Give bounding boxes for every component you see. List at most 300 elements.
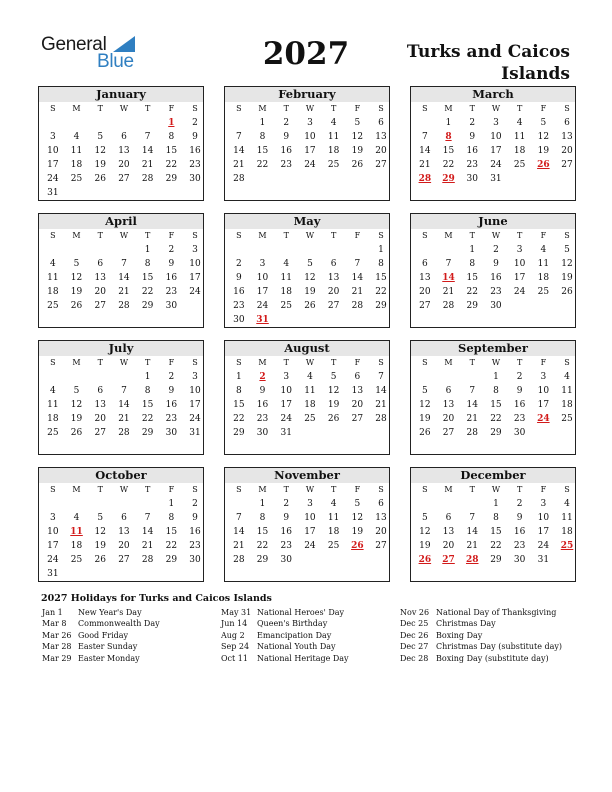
day-cell: 5 [354, 499, 361, 509]
weekday-label: S [50, 104, 56, 113]
holiday-date: Jun 14 [221, 619, 248, 629]
day-cell: 25 [47, 428, 59, 438]
weekday-label: T [144, 358, 151, 367]
day-cell: 4 [73, 132, 80, 142]
day-cell: 17 [537, 527, 550, 537]
week-row [39, 144, 203, 158]
day-cell: 1 [493, 372, 499, 382]
day-cell: 26 [327, 414, 340, 424]
day-cell: 20 [118, 160, 130, 170]
day-cell: 6 [445, 513, 452, 523]
day-cell: 12 [327, 386, 340, 396]
day-cell: 2 [168, 372, 175, 382]
week-row [39, 172, 203, 186]
week-row [411, 158, 575, 172]
weekday-label: W [305, 104, 315, 113]
weekday-label: T [144, 231, 151, 240]
holiday-day-cell: 8 [445, 132, 452, 142]
day-cell: 7 [144, 513, 151, 523]
holiday-name: Emancipation Day [257, 630, 332, 640]
weekday-label: F [168, 485, 175, 494]
weekday-label: S [422, 231, 428, 240]
month-name: January [39, 87, 203, 102]
weekday-label: F [540, 104, 547, 113]
day-cell: 2 [192, 118, 198, 128]
day-cell: 7 [378, 372, 384, 382]
day-cell: 3 [259, 259, 266, 269]
day-cell: 20 [327, 287, 340, 297]
day-cell: 11 [327, 513, 340, 523]
day-cell: 17 [304, 527, 316, 537]
day-cell: 18 [327, 527, 340, 537]
day-cell: 11 [561, 386, 573, 396]
day-cell: 11 [47, 273, 59, 283]
holiday-day-cell: 31 [256, 315, 269, 325]
day-cell: 30 [490, 301, 502, 311]
day-cell: 5 [330, 372, 337, 382]
day-cell: 6 [330, 259, 337, 269]
day-cell: 19 [419, 541, 431, 551]
day-cell: 25 [327, 160, 340, 170]
day-cell: 24 [280, 414, 292, 424]
weekday-header-row [39, 483, 203, 497]
day-cell: 3 [540, 372, 547, 382]
day-cell: 14 [118, 400, 130, 410]
day-cell: 27 [94, 301, 106, 311]
weekday-label: S [378, 104, 384, 113]
day-cell: 28 [118, 428, 130, 438]
weekday-label: W [305, 231, 315, 240]
week-row [411, 426, 575, 440]
week-row [39, 158, 203, 172]
day-cell: 22 [141, 414, 154, 424]
month-january [38, 86, 204, 201]
day-cell: 23 [189, 541, 201, 551]
day-cell: 16 [466, 146, 478, 156]
day-cell: 12 [351, 513, 364, 523]
day-cell: 11 [304, 386, 316, 396]
country-name [370, 41, 570, 85]
day-cell: 12 [94, 527, 106, 537]
day-cell: 16 [256, 400, 269, 410]
weekday-label: W [119, 231, 129, 240]
day-cell: 9 [168, 386, 175, 396]
day-cell: 17 [47, 541, 59, 551]
day-cell: 9 [235, 273, 242, 283]
day-cell: 15 [165, 146, 178, 156]
week-row [225, 398, 389, 412]
month-april [38, 213, 204, 328]
weekday-label: W [491, 485, 501, 494]
day-cell: 24 [304, 160, 316, 170]
day-cell: 8 [235, 386, 242, 396]
day-cell: 31 [490, 174, 502, 184]
day-cell: 22 [466, 287, 478, 297]
day-cell: 23 [513, 414, 526, 424]
day-cell: 8 [259, 132, 266, 142]
day-cell: 21 [233, 160, 245, 170]
week-row [411, 497, 575, 511]
day-cell: 1 [469, 245, 476, 255]
month-name: May [225, 214, 389, 229]
week-row [39, 130, 203, 144]
day-cell: 1 [493, 499, 499, 509]
day-cell: 14 [419, 146, 431, 156]
day-cell: 10 [47, 527, 59, 537]
day-cell: 1 [235, 372, 242, 382]
day-cell: 25 [70, 555, 83, 565]
day-cell: 17 [280, 400, 292, 410]
weekday-label: S [236, 358, 242, 367]
day-cell: 29 [233, 428, 245, 438]
day-cell: 28 [141, 555, 154, 565]
week-row [411, 553, 575, 567]
day-cell: 24 [47, 174, 59, 184]
day-cell: 14 [141, 146, 154, 156]
holiday-column [400, 607, 575, 664]
day-cell: 26 [70, 428, 83, 438]
day-cell: 8 [493, 513, 499, 523]
week-row [39, 567, 203, 581]
day-cell: 27 [375, 160, 387, 170]
week-row [411, 130, 575, 144]
day-cell: 25 [327, 541, 340, 551]
day-cell: 30 [165, 428, 178, 438]
day-cell: 5 [307, 259, 313, 269]
day-cell: 11 [70, 146, 83, 156]
day-cell: 15 [165, 527, 178, 537]
weekday-label: W [305, 485, 315, 494]
month-november [224, 467, 390, 582]
day-cell: 23 [490, 287, 502, 297]
day-cell: 18 [561, 527, 573, 537]
weekday-label: S [378, 358, 384, 367]
day-cell: 1 [259, 118, 266, 128]
day-cell: 22 [490, 541, 502, 551]
day-cell: 18 [537, 273, 550, 283]
day-cell: 14 [466, 400, 478, 410]
day-cell: 26 [561, 287, 573, 297]
day-cell: 23 [189, 160, 201, 170]
week-row [39, 299, 203, 313]
day-cell: 2 [516, 372, 523, 382]
weekday-label: M [444, 485, 453, 494]
week-row [411, 144, 575, 158]
day-cell: 4 [283, 259, 290, 269]
day-cell: 7 [235, 132, 242, 142]
day-cell: 29 [466, 301, 478, 311]
day-cell: 9 [259, 386, 266, 396]
day-cell: 5 [73, 259, 80, 269]
week-row [411, 116, 575, 130]
week-row [411, 370, 575, 384]
day-cell: 7 [469, 513, 476, 523]
day-cell: 29 [490, 555, 502, 565]
day-cell: 28 [118, 301, 130, 311]
week-row [39, 525, 203, 539]
week-row [411, 511, 575, 525]
day-cell: 15 [256, 146, 269, 156]
weekday-label: S [50, 358, 56, 367]
day-cell: 19 [327, 400, 340, 410]
day-cell: 13 [442, 527, 455, 537]
holiday-day-cell: 28 [465, 555, 479, 565]
day-cell: 9 [493, 259, 499, 269]
day-cell: 12 [70, 273, 83, 283]
holiday-date: Jan 1 [42, 608, 63, 617]
day-cell: 5 [73, 386, 80, 396]
month-july [38, 340, 204, 455]
day-cell: 7 [144, 132, 151, 142]
week-row [411, 243, 575, 257]
day-cell: 4 [330, 118, 337, 128]
day-cell: 3 [49, 132, 56, 142]
holiday-name: National Heroes' Day [257, 608, 345, 617]
weekday-label: T [516, 485, 523, 494]
day-cell: 16 [165, 273, 178, 283]
day-cell: 16 [165, 400, 178, 410]
month-february [224, 86, 390, 201]
day-cell: 29 [165, 174, 178, 184]
week-row [39, 426, 203, 440]
day-cell: 2 [516, 499, 523, 509]
week-row [39, 186, 203, 200]
day-cell: 6 [354, 372, 361, 382]
weekday-label: S [236, 104, 242, 113]
week-row [225, 172, 389, 186]
holiday-name: National Day of Thanksgiving [436, 608, 557, 617]
day-cell: 10 [537, 386, 550, 396]
day-cell: 27 [351, 414, 364, 424]
holiday-name: Queen's Birthday [257, 619, 328, 629]
day-cell: 12 [304, 273, 316, 283]
day-cell: 7 [469, 386, 476, 396]
day-cell: 2 [283, 118, 290, 128]
day-cell: 15 [466, 273, 478, 283]
day-cell: 1 [378, 245, 384, 255]
day-cell: 18 [327, 146, 340, 156]
weekday-header-row [411, 483, 575, 497]
day-cell: 5 [354, 118, 361, 128]
day-cell: 10 [189, 259, 201, 269]
holiday-day-cell: 11 [70, 527, 83, 537]
day-cell: 8 [378, 259, 384, 269]
weekday-label: T [516, 104, 523, 113]
day-cell: 15 [256, 527, 269, 537]
day-cell: 12 [419, 527, 431, 537]
weekday-header-row [225, 356, 389, 370]
day-cell: 29 [141, 301, 154, 311]
holiday-date: Mar 29 [42, 653, 72, 663]
holiday-item [42, 641, 217, 652]
month-name: March [411, 87, 575, 102]
holiday-date: Dec 26 [400, 630, 429, 640]
day-cell: 24 [256, 301, 269, 311]
day-cell: 19 [561, 273, 573, 283]
day-cell: 14 [233, 146, 245, 156]
weekday-header-row [39, 356, 203, 370]
day-cell: 30 [466, 174, 478, 184]
weekday-label: F [168, 358, 175, 367]
weekday-label: T [469, 104, 475, 113]
month-september [410, 340, 576, 455]
day-cell: 25 [47, 301, 59, 311]
month-name: June [411, 214, 575, 229]
day-cell: 17 [537, 400, 550, 410]
day-cell: 27 [442, 428, 455, 438]
holiday-item [42, 653, 217, 664]
day-cell: 1 [445, 118, 452, 128]
day-cell: 19 [419, 414, 431, 424]
day-cell: 28 [466, 428, 478, 438]
day-cell: 27 [419, 301, 431, 311]
weekday-label: T [469, 485, 475, 494]
holiday-name: National Youth Day [257, 642, 336, 652]
day-cell: 3 [49, 513, 56, 523]
holiday-date: Dec 25 [400, 619, 429, 629]
day-cell: 27 [375, 541, 387, 551]
week-row [225, 116, 389, 130]
weekday-label: W [119, 485, 129, 494]
holiday-day-cell: 2 [259, 372, 266, 382]
day-cell: 6 [121, 513, 127, 523]
weekday-label: T [283, 358, 289, 367]
day-cell: 10 [256, 273, 269, 283]
weekday-label: M [72, 485, 81, 494]
day-cell: 4 [330, 499, 337, 509]
weekday-label: T [283, 485, 289, 494]
day-cell: 20 [442, 414, 455, 424]
day-cell: 17 [304, 146, 316, 156]
day-cell: 31 [189, 428, 201, 438]
weekday-label: W [305, 358, 315, 367]
day-cell: 7 [421, 132, 428, 142]
weekday-label: S [422, 104, 428, 113]
day-cell: 15 [141, 273, 154, 283]
month-name: July [39, 341, 203, 356]
week-row [411, 398, 575, 412]
weekday-label: M [444, 231, 453, 240]
weekday-label: F [168, 104, 175, 113]
day-cell: 15 [375, 273, 387, 283]
week-row [225, 426, 389, 440]
weekday-label: F [354, 231, 361, 240]
day-cell: 7 [121, 386, 127, 396]
weekday-label: F [540, 358, 547, 367]
day-cell: 18 [561, 400, 573, 410]
week-row [39, 384, 203, 398]
week-row [39, 553, 203, 567]
week-row [225, 144, 389, 158]
day-cell: 9 [516, 513, 523, 523]
holiday-name: Christmas Day [436, 619, 496, 629]
holiday-date: Dec 28 [400, 653, 429, 663]
weekday-header-row [411, 356, 575, 370]
weekday-header-row [411, 229, 575, 243]
day-cell: 9 [283, 513, 290, 523]
holidays-title: 2027 Holidays for Turks and Caicos Islands [41, 593, 272, 604]
weekday-label: F [354, 104, 361, 113]
holiday-day-cell: 28 [418, 174, 432, 184]
day-cell: 8 [469, 259, 476, 269]
day-cell: 13 [94, 273, 106, 283]
weekday-label: M [72, 231, 81, 240]
day-cell: 2 [493, 245, 499, 255]
day-cell: 20 [375, 146, 387, 156]
month-name: August [225, 341, 389, 356]
day-cell: 2 [469, 118, 476, 128]
day-cell: 24 [304, 541, 316, 551]
weekday-header-row [39, 102, 203, 116]
week-row [225, 384, 389, 398]
day-cell: 22 [256, 541, 269, 551]
day-cell: 13 [561, 132, 573, 142]
day-cell: 3 [540, 499, 547, 509]
calendar-year: 2027 [262, 36, 350, 72]
holiday-item [42, 607, 217, 618]
week-row [411, 172, 575, 186]
week-row [225, 285, 389, 299]
day-cell: 1 [144, 372, 151, 382]
day-cell: 14 [351, 273, 364, 283]
weekday-label: T [97, 358, 103, 367]
day-cell: 21 [118, 287, 130, 297]
day-cell: 10 [513, 259, 526, 269]
day-cell: 4 [564, 372, 570, 382]
weekday-label: T [283, 104, 289, 113]
day-cell: 2 [168, 245, 175, 255]
day-cell: 5 [97, 513, 104, 523]
weekday-label: S [564, 231, 570, 240]
day-cell: 19 [94, 541, 106, 551]
day-cell: 7 [445, 259, 452, 269]
day-cell: 22 [141, 287, 154, 297]
day-cell: 28 [141, 174, 154, 184]
weekday-label: S [378, 485, 384, 494]
day-cell: 24 [47, 555, 59, 565]
day-cell: 18 [304, 400, 316, 410]
day-cell: 20 [351, 400, 364, 410]
day-cell: 12 [537, 132, 550, 142]
day-cell: 23 [165, 287, 178, 297]
day-cell: 16 [189, 146, 201, 156]
day-cell: 9 [516, 386, 523, 396]
day-cell: 31 [47, 188, 59, 198]
day-cell: 21 [141, 541, 154, 551]
week-row [225, 539, 389, 553]
holiday-item [400, 630, 575, 641]
day-cell: 31 [280, 428, 292, 438]
day-cell: 21 [466, 541, 478, 551]
day-cell: 13 [351, 386, 364, 396]
logo-text-general: General [41, 34, 107, 55]
day-cell: 4 [49, 259, 56, 269]
day-cell: 14 [141, 527, 154, 537]
day-cell: 3 [192, 372, 198, 382]
day-cell: 20 [561, 146, 573, 156]
day-cell: 8 [168, 513, 175, 523]
day-cell: 7 [235, 513, 242, 523]
day-cell: 4 [516, 118, 523, 128]
month-june [410, 213, 576, 328]
holiday-day-cell: 26 [418, 555, 432, 565]
day-cell: 25 [304, 414, 316, 424]
day-cell: 15 [490, 400, 502, 410]
day-cell: 28 [233, 174, 245, 184]
day-cell: 23 [513, 541, 526, 551]
weekday-label: M [72, 104, 81, 113]
day-cell: 16 [513, 400, 526, 410]
